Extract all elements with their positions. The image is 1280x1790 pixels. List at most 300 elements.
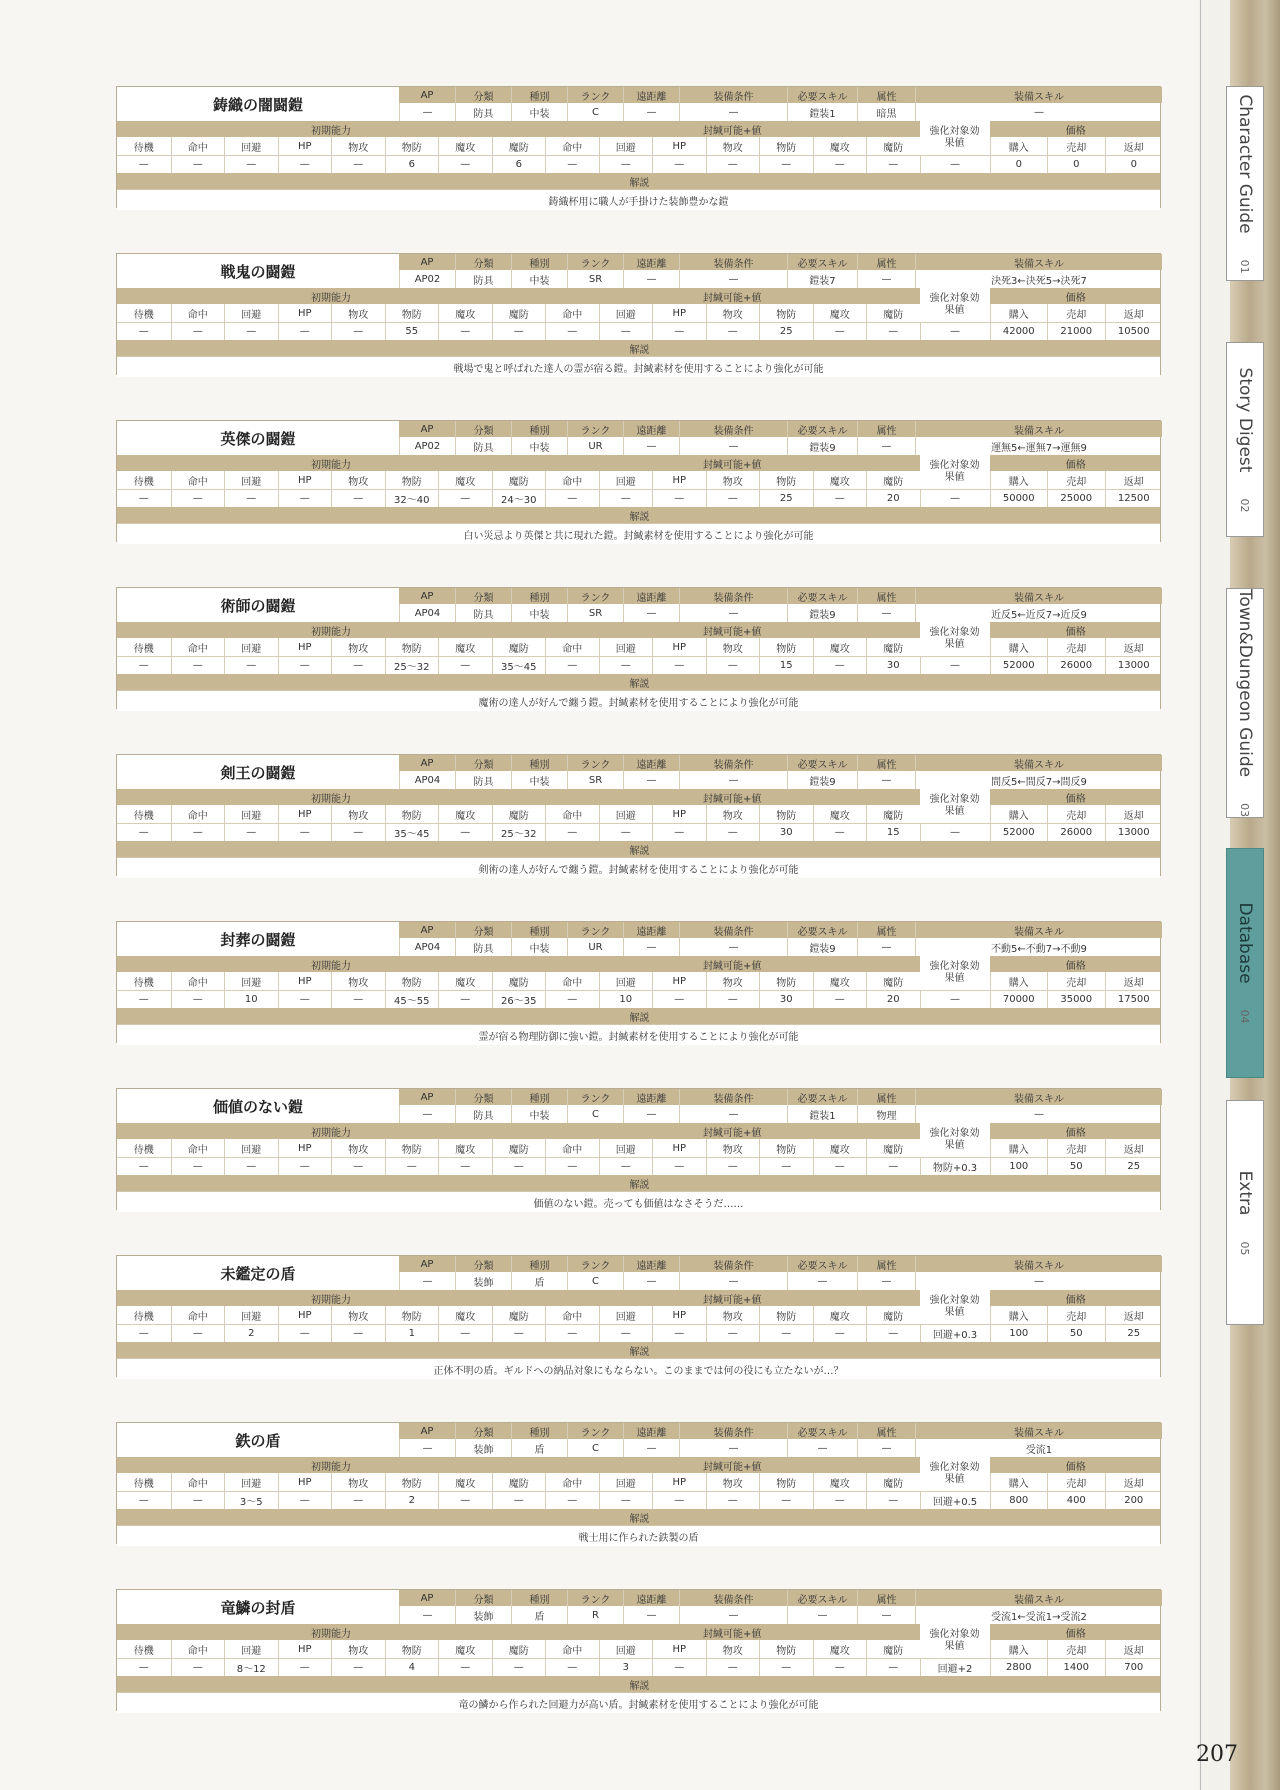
stat-label: 回避 [224,1306,278,1324]
stat-value: — [138,993,149,1005]
stat-label: 物防 [385,972,439,990]
header-label: ランク [567,755,623,771]
stat-value: — [138,325,149,337]
item-description: 戦場で鬼と呼ばれた達人の霊が宿る鎧。封緘素材を使用することにより強化が可能 [117,356,1160,377]
stat-label: 魔攻 [813,1306,867,1324]
item-attribute-value: 中装 [511,270,567,288]
stat-value: — [278,1491,332,1509]
price-column-label: 売却 [1047,1306,1105,1324]
description-label: 解説 [629,177,650,189]
price-value: 0 [1047,155,1105,173]
stat-label: 魔防 [866,1473,920,1491]
description-label: 解説 [629,845,650,857]
price-value: 100 [990,1157,1048,1175]
stat-label: 魔攻 [813,1139,867,1157]
page-edge-line [1200,0,1201,1790]
enhancement-value: — [920,322,990,340]
stat-label: 物防 [759,137,813,155]
tab-story-digest[interactable] [1226,342,1264,537]
header-label: AP [420,89,434,101]
initial-stats-label: 初期能力 [311,459,351,471]
stat-value: — [813,1324,867,1342]
stat-value: 30 [866,656,920,674]
tab-number: 01 [1238,259,1252,274]
header-label: 遠距離 [623,1089,679,1105]
price-value: 17500 [1105,990,1163,1008]
stat-label: 魔防 [866,304,920,322]
item-attribute-value: 鎧装9 [787,938,857,956]
stat-value: — [652,823,706,841]
stat-label: 魔防 [866,471,920,489]
stat-value: — [652,1157,706,1175]
stat-label: 命中 [171,1640,225,1658]
item-attribute-value: — [623,1606,679,1624]
header-label: 種別 [511,1256,567,1272]
stat-value: — [278,1658,332,1676]
item-attribute-value: 決死3←決死5→決死7 [915,270,1162,288]
stat-value: — [331,1491,385,1509]
tab-extra[interactable] [1226,1100,1264,1325]
stat-label: 魔攻 [438,304,492,322]
stat-value: — [138,158,149,170]
item-attribute-value: 中装 [511,938,567,956]
stat-value: — [171,1658,225,1676]
stat-value: — [138,1327,149,1339]
stat-label: 魔防 [492,137,546,155]
stat-label: HP [652,638,706,656]
item-attribute-value: — [623,604,679,622]
stat-value: — [866,1491,920,1509]
stat-value: — [652,155,706,173]
stat-label: 魔防 [492,805,546,823]
item-card [116,1088,1161,1210]
stat-label: 回避 [599,638,653,656]
header-label: 分類 [455,421,511,437]
stat-label: 回避 [599,304,653,322]
stat-label: 待機 [133,643,154,655]
price-label: 価格 [1065,1294,1086,1306]
stat-label: 物攻 [331,638,385,656]
stat-label: 物攻 [706,638,760,656]
stat-value: — [138,1160,149,1172]
stat-value: — [278,990,332,1008]
stat-value: 25～32 [385,656,439,674]
price-column-label: 売却 [1047,471,1105,489]
item-name: 術師の闘鎧 [117,588,400,622]
price-column-label: 購入 [990,304,1048,322]
item-card [116,587,1161,709]
tab-number: 04 [1238,1009,1252,1024]
header-label: 装備スキル [915,922,1162,938]
stat-value: 15 [759,656,813,674]
item-description: 魔術の達人が好んで纏う鎧。封緘素材を使用することにより強化が可能 [117,690,1160,711]
stat-label: 待機 [133,1478,154,1490]
stat-label: HP [278,972,332,990]
stat-value: — [224,155,278,173]
stat-label: 物攻 [706,1139,760,1157]
item-attribute-value: 防具 [455,437,511,455]
stat-value: — [652,322,706,340]
tab-text [1235,902,1255,1023]
stat-label: HP [652,1640,706,1658]
price-value: 42000 [990,322,1048,340]
item-card [116,86,1161,208]
stat-label: 物攻 [331,1139,385,1157]
tab-number: 03 [1238,803,1252,818]
price-value: 2800 [990,1658,1048,1676]
stat-value: — [545,656,599,674]
stat-label: 魔攻 [813,805,867,823]
stat-label: 魔攻 [438,471,492,489]
item-attribute-value: — [857,1606,915,1624]
item-attribute-value: — [623,1105,679,1123]
price-label: 価格 [1065,960,1086,972]
header-label: 種別 [511,1590,567,1606]
item-attribute-value: AP02 [399,437,455,455]
header-label: AP [420,1258,434,1270]
price-column-label: 返却 [1105,805,1163,823]
header-label: 装備条件 [679,1423,787,1439]
stat-value: — [706,990,760,1008]
header-label: 種別 [511,922,567,938]
header-label: 必要スキル [787,254,857,270]
header-label: 種別 [511,87,567,103]
item-attribute-value: 運無5←運無7→運無9 [915,437,1162,455]
header-label: 装備スキル [915,1089,1162,1105]
stat-label: 魔攻 [813,1640,867,1658]
price-value: 70000 [990,990,1048,1008]
item-attribute-value: — [679,1606,787,1624]
stat-value: — [545,489,599,507]
stat-label: 回避 [224,137,278,155]
price-label: 価格 [1065,125,1086,137]
enhancement-label: 強化対象効果値 [920,1123,990,1157]
stat-value: 25 [759,322,813,340]
stat-label: 回避 [224,805,278,823]
stat-value: — [438,823,492,841]
price-value: 100 [990,1324,1048,1342]
header-label: 遠距離 [623,1256,679,1272]
stat-label: 物防 [759,972,813,990]
stat-value: — [866,1658,920,1676]
stat-label: 待機 [133,977,154,989]
stat-value: — [438,1658,492,1676]
item-attribute-value: 鎧装9 [787,437,857,455]
stat-value: — [545,155,599,173]
item-attribute-value: — [679,1272,787,1290]
stat-value: — [813,1491,867,1509]
item-attribute-value: 防具 [455,1105,511,1123]
stat-label: HP [652,972,706,990]
header-label: AP [420,590,434,602]
tab-town-dungeon-guide[interactable] [1226,588,1264,818]
price-column-label: 売却 [1047,1473,1105,1491]
price-value: 52000 [990,823,1048,841]
stat-value: 25～32 [492,823,546,841]
enhancement-value: — [920,155,990,173]
item-name: 戦鬼の闘鎧 [117,254,400,288]
header-label: 装備条件 [679,922,787,938]
item-attribute-value: 鎧装9 [787,604,857,622]
stat-label: 物攻 [331,1473,385,1491]
header-label: 必要スキル [787,1089,857,1105]
price-value: 700 [1105,1658,1163,1676]
stat-value: 24～30 [492,489,546,507]
item-name: 未鑑定の盾 [117,1256,400,1290]
stat-value: — [492,1324,546,1342]
tab-character-guide[interactable] [1226,86,1264,281]
header-label: 分類 [455,1423,511,1439]
description-label: 解説 [629,1680,650,1692]
stat-value: — [599,1324,653,1342]
stat-value: 30 [759,990,813,1008]
description-label: 解説 [629,511,650,523]
item-attribute-value: — [679,938,787,956]
stat-value: — [759,1157,813,1175]
description-label: 解説 [629,1346,650,1358]
stat-value: — [492,1658,546,1676]
stat-label: 命中 [545,471,599,489]
header-label: 種別 [511,1423,567,1439]
stat-label: 待機 [133,1144,154,1156]
header-label: ランク [567,254,623,270]
stat-value: — [171,823,225,841]
header-label: 装備スキル [915,87,1162,103]
stat-label: 物防 [759,471,813,489]
stat-value: — [813,656,867,674]
stat-label: 魔攻 [813,972,867,990]
header-label: 遠距離 [623,87,679,103]
stat-label: 魔攻 [438,972,492,990]
header-label: ランク [567,421,623,437]
header-label: 遠距離 [623,254,679,270]
price-column-label: 売却 [1047,972,1105,990]
stat-value: — [438,1491,492,1509]
header-label: 属性 [857,922,915,938]
price-value: 25 [1105,1324,1163,1342]
stat-value: — [492,1491,546,1509]
stat-value: — [492,322,546,340]
price-column-label: 返却 [1105,137,1163,155]
price-column-label: 購入 [990,1473,1048,1491]
stat-value: — [331,656,385,674]
item-attribute-value: — [915,1272,1162,1290]
tab-number: 02 [1238,497,1252,512]
item-name: 英傑の闘鎧 [117,421,400,455]
seal-stats-label: 封緘可能+値 [703,1294,762,1306]
stat-value: — [278,155,332,173]
header-label: ランク [567,1256,623,1272]
header-label: 装備条件 [679,421,787,437]
stat-value: — [813,155,867,173]
stat-value: — [438,1157,492,1175]
seal-stats-label: 封緘可能+値 [703,125,762,137]
header-label: ランク [567,87,623,103]
price-column-label: 売却 [1047,805,1105,823]
stat-label: 回避 [599,1640,653,1658]
stat-label: HP [652,137,706,155]
item-description: 価値のない鎧。売っても価値はなさそうだ…… [117,1191,1160,1212]
header-label: 必要スキル [787,421,857,437]
price-value: 200 [1105,1491,1163,1509]
header-label: AP [420,256,434,268]
stat-value: — [652,1491,706,1509]
price-value: 0 [990,155,1048,173]
header-label: ランク [567,1423,623,1439]
seal-stats-label: 封緘可能+値 [703,793,762,805]
stat-label: HP [652,1139,706,1157]
stat-label: 命中 [545,1139,599,1157]
price-column-label: 返却 [1105,638,1163,656]
initial-stats-label: 初期能力 [311,1461,351,1473]
stat-value: 30 [759,823,813,841]
stat-label: HP [278,638,332,656]
stat-value: — [331,322,385,340]
stat-label: 物防 [759,1640,813,1658]
item-attribute-value: — [399,1439,455,1457]
stat-label: 魔攻 [438,1473,492,1491]
item-attribute-value: 暗黒 [857,103,915,121]
stat-label: 回避 [224,972,278,990]
price-value: 26000 [1047,656,1105,674]
stat-value: — [224,489,278,507]
item-attribute-value: — [679,1105,787,1123]
enhancement-value: — [920,656,990,674]
item-card [116,1422,1161,1544]
header-label: 属性 [857,1256,915,1272]
header-label: 装備条件 [679,254,787,270]
price-value: 52000 [990,656,1048,674]
stat-label: HP [652,1473,706,1491]
stat-label: 待機 [133,1645,154,1657]
item-attribute-value: 不動5←不動7→不動9 [915,938,1162,956]
header-label: 種別 [511,254,567,270]
seal-stats-label: 封緘可能+値 [703,1127,762,1139]
price-value: 0 [1105,155,1163,173]
stat-value: — [138,659,149,671]
price-column-label: 購入 [990,471,1048,489]
stat-value: — [759,155,813,173]
item-attribute-value: — [399,1105,455,1123]
stat-value: — [171,322,225,340]
stat-value: — [599,656,653,674]
stat-label: 魔攻 [438,638,492,656]
stat-value: — [438,155,492,173]
item-attribute-value: — [787,1439,857,1457]
stat-label: 命中 [545,638,599,656]
stat-label: HP [278,1640,332,1658]
item-name: 竜鱗の封盾 [117,1590,400,1624]
stat-label: 魔攻 [813,471,867,489]
stat-value: — [759,1658,813,1676]
stat-label: 回避 [599,1473,653,1491]
item-attribute-value: 防具 [455,938,511,956]
stat-value: — [706,823,760,841]
description-label: 解説 [629,1513,650,1525]
item-attribute-value: AP02 [399,270,455,288]
item-attribute-value: 中装 [511,437,567,455]
stat-value: — [331,1658,385,1676]
header-label: 必要スキル [787,755,857,771]
stat-value: — [138,492,149,504]
stat-label: 物防 [759,638,813,656]
item-attribute-value: — [857,604,915,622]
header-label: 分類 [455,588,511,604]
tab-number: 05 [1238,1240,1252,1255]
enhancement-value: 物防+0.3 [920,1157,990,1175]
header-label: 種別 [511,1089,567,1105]
stat-value: — [171,990,225,1008]
stat-label: HP [278,471,332,489]
price-value: 50 [1047,1157,1105,1175]
stat-value: 20 [866,990,920,1008]
item-attribute-value: 盾 [511,1439,567,1457]
header-label: 必要スキル [787,1256,857,1272]
item-attribute-value: — [623,938,679,956]
price-column-label: 購入 [990,1640,1048,1658]
price-column-label: 返却 [1105,471,1163,489]
item-attribute-value: — [623,270,679,288]
item-attribute-value: — [857,1439,915,1457]
stat-value: 15 [866,823,920,841]
item-attribute-value: — [787,1272,857,1290]
stat-value: — [599,489,653,507]
header-label: 属性 [857,588,915,604]
price-label: 価格 [1065,459,1086,471]
item-attribute-value: — [399,1606,455,1624]
stat-label: 物攻 [331,471,385,489]
stat-value: — [545,322,599,340]
stat-value: — [438,1324,492,1342]
enhancement-value: — [920,489,990,507]
header-label: 種別 [511,588,567,604]
stat-label: 物防 [759,805,813,823]
stat-label: 命中 [545,805,599,823]
enhancement-value: 回避+0.3 [920,1324,990,1342]
header-label: 装備条件 [679,588,787,604]
price-label: 価格 [1065,1127,1086,1139]
stat-value: — [385,1157,439,1175]
header-label: 装備スキル [915,1256,1162,1272]
stat-value: — [706,1324,760,1342]
item-attribute-value: 防具 [455,604,511,622]
stat-value: — [866,322,920,340]
stat-label: 命中 [171,1139,225,1157]
item-name: 剣王の闘鎧 [117,755,400,789]
item-attribute-value: C [567,1272,623,1290]
enhancement-label: 強化対象効果値 [920,1457,990,1491]
stat-value: — [706,322,760,340]
price-value: 13000 [1105,656,1163,674]
tab-database[interactable] [1226,848,1264,1078]
stat-value: — [706,1658,760,1676]
stat-label: 回避 [224,638,278,656]
tab-text [1235,367,1255,512]
stat-label: 魔防 [866,1640,920,1658]
stat-label: 物防 [385,1640,439,1658]
price-label: 価格 [1065,292,1086,304]
enhancement-label: 強化対象効果値 [920,789,990,823]
stat-value: — [866,1324,920,1342]
stat-label: 魔攻 [813,304,867,322]
item-attribute-value: 中装 [511,771,567,789]
stat-label: 命中 [545,304,599,322]
stat-value: — [545,1157,599,1175]
header-label: 装備スキル [915,254,1162,270]
stat-label: 回避 [224,1640,278,1658]
stat-label: 物防 [759,304,813,322]
item-attribute-value: — [679,604,787,622]
